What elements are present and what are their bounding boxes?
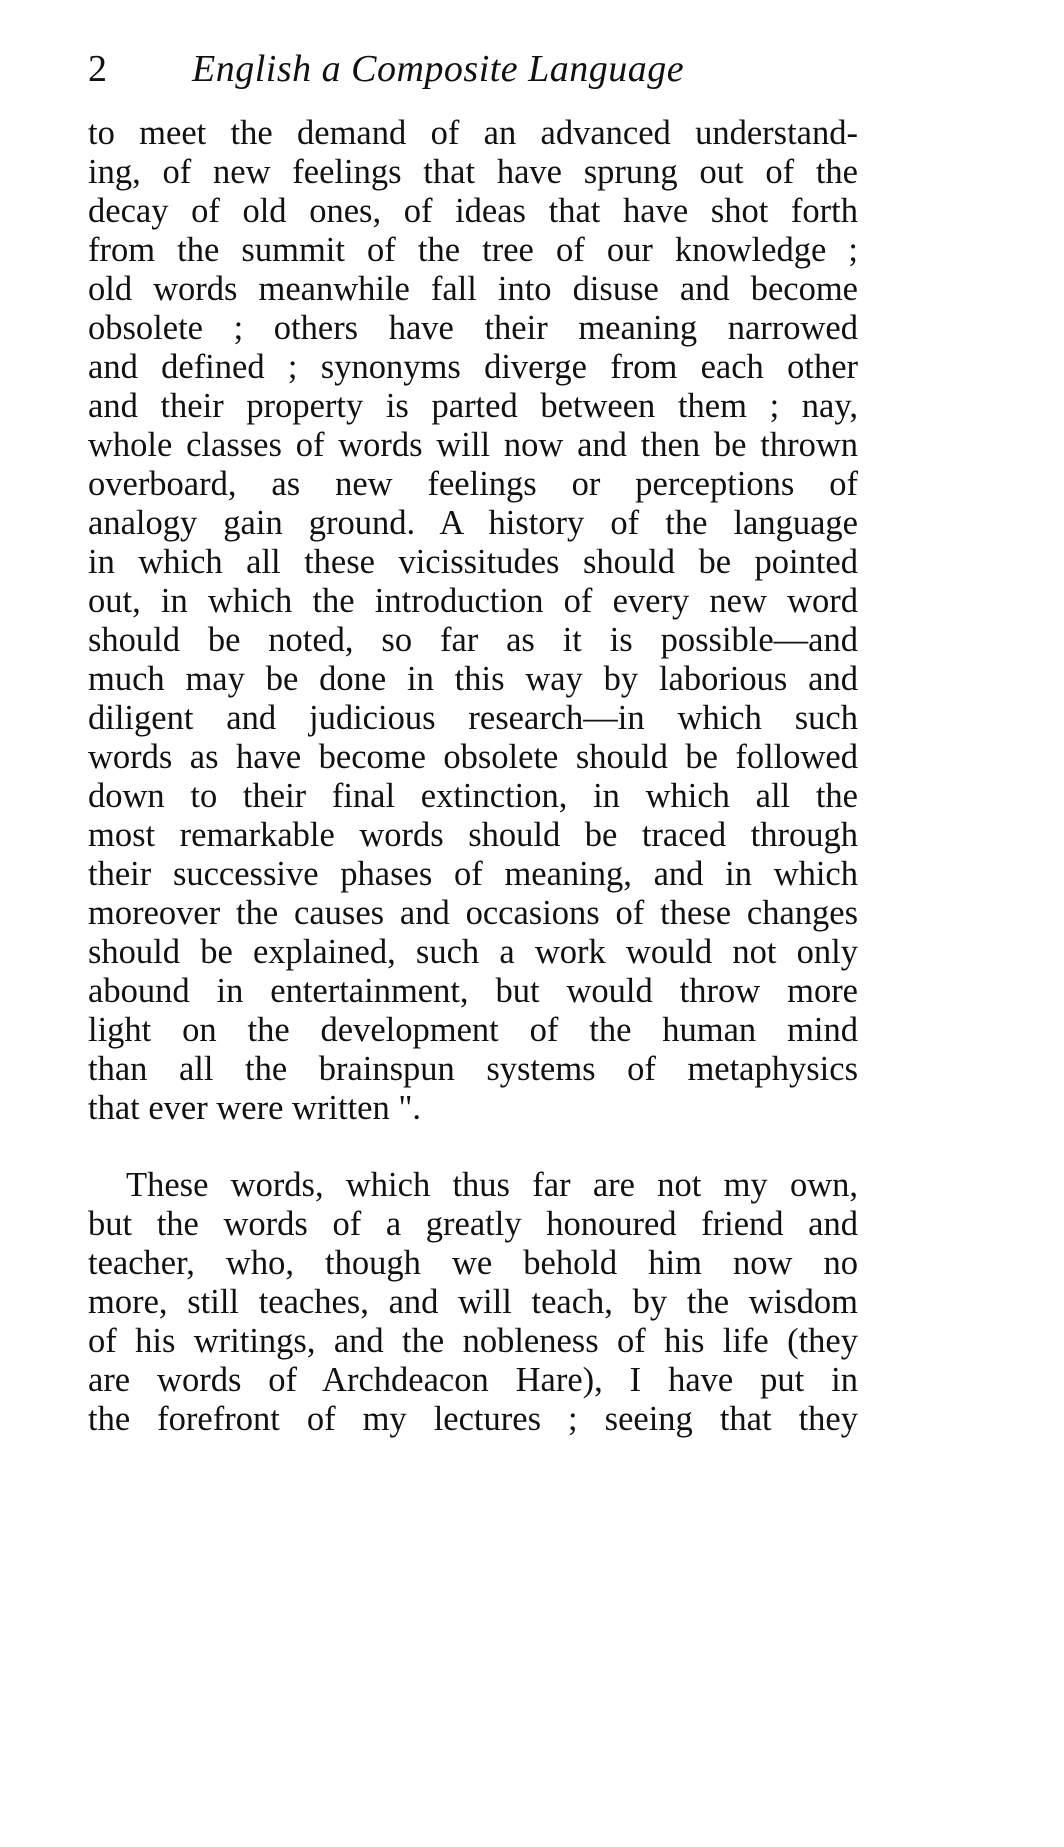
text-line: and their property is parted between them ; nay, — [88, 387, 858, 425]
text-line: diligent and judicious research—in which such — [88, 699, 858, 737]
text-line: analogy gain ground. A history of the language — [88, 504, 858, 542]
page-number: 2 — [88, 48, 107, 90]
text-line: most remarkable words should be traced through — [88, 816, 858, 854]
text-line: and defined ; synonyms diverge from each other — [88, 348, 858, 386]
text-line: should be noted, so far as it is possible—and — [88, 621, 858, 659]
text-line: are words of Archdeacon Hare), I have put in — [88, 1361, 858, 1399]
text-line: of his writings, and the nobleness of his life (they — [88, 1322, 858, 1360]
paragraph-gap — [88, 1128, 858, 1166]
text-line: out, in which the introduction of every new word — [88, 582, 858, 620]
text-line: decay of old ones, of ideas that have shot forth — [88, 192, 858, 230]
text-line: These words, which thus far are not my own, — [126, 1166, 858, 1204]
text-line: abound in entertainment, but would throw more — [88, 972, 858, 1010]
text-line: to meet the demand of an advanced understand- — [88, 114, 858, 152]
text-line: old words meanwhile fall into disuse and become — [88, 270, 858, 308]
text-line: in which all these vicissitudes should be pointed — [88, 543, 858, 581]
text-line: ing, of new feelings that have sprung out of the — [88, 153, 858, 191]
text-line: words as have become obsolete should be followed — [88, 738, 858, 776]
text-line: down to their final extinction, in which all the — [88, 777, 858, 815]
text-line: more, still teaches, and will teach, by the wisdom — [88, 1283, 858, 1321]
text-line: than all the brainspun systems of metaphysics — [88, 1050, 858, 1088]
text-line: whole classes of words will now and then be thrown — [88, 426, 858, 464]
running-title: English a Composite Language — [192, 48, 685, 90]
text-line: but the words of a greatly honoured friend and — [88, 1205, 858, 1243]
text-line: should be explained, such a work would not only — [88, 933, 858, 971]
paragraph-1 — [88, 114, 858, 1128]
body-text — [88, 114, 858, 1439]
paragraph-2 — [88, 1166, 858, 1439]
text-line: light on the development of the human mind — [88, 1011, 858, 1049]
text-line: moreover the causes and occasions of these changes — [88, 894, 858, 932]
text-line: teacher, who, though we behold him now no — [88, 1244, 858, 1282]
text-line: much may be done in this way by laborious and — [88, 660, 858, 698]
text-line: that ever were written ". — [88, 1089, 422, 1127]
running-head — [88, 44, 858, 94]
text-line: from the summit of the tree of our knowledge ; — [88, 231, 858, 269]
text-line: obsolete ; others have their meaning narrowed — [88, 309, 858, 347]
text-line: the forefront of my lectures ; seeing that they — [88, 1400, 858, 1438]
text-line: their successive phases of meaning, and in which — [88, 855, 858, 893]
text-line: overboard, as new feelings or perceptions of — [88, 465, 858, 503]
